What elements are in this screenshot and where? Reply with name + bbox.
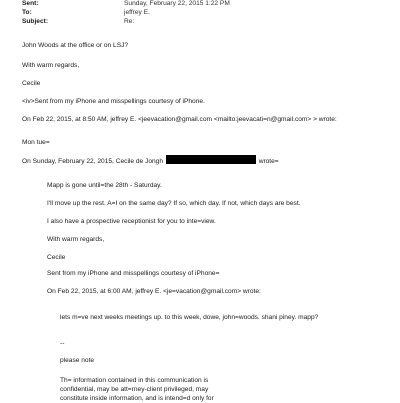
quote-line-9: --	[60, 340, 65, 347]
body-line-7-prefix: On Sunday, February 22, 2015, Cecile de Jongh	[22, 158, 163, 165]
to-value: jeffrey E.	[124, 9, 150, 16]
sent-label: Sent:	[22, 0, 39, 7]
quote-line-12: confidential, may be att=rney-client privileged, may	[60, 386, 209, 393]
please-note: please note	[60, 357, 95, 364]
sent-row	[22, 0, 230, 8]
quote-line-13: constitute inside information, and is intend=d only for	[60, 395, 214, 402]
body-line-2: With warm regards,	[22, 62, 80, 69]
quote-line-6: Sent from my iPhone and misspellings courtesy of iPhone=	[47, 270, 220, 277]
quote-line-4: With warm regards,	[47, 236, 105, 243]
redaction-bar	[166, 155, 256, 164]
body-line-7	[22, 155, 279, 166]
quote-line-10	[60, 357, 94, 365]
quote-line-11: Th= information contained in this communication is	[60, 377, 209, 384]
quote-line-7: On Feb 22, 2015, at 6:00 AM, jeffrey E. <je=vacation@gmail.com> wrote:	[47, 288, 261, 295]
subject-value: Re:	[124, 18, 135, 25]
quote-line-1: Mapp is gone until=the 28th - Saturday.	[47, 182, 162, 189]
body-line-5: On Feb 22, 2015, at 8:50 AM, jeffrey E. <jeevacation@gmail.com <mailto:jeevacati=n@gmail.com> > wrote:	[22, 116, 337, 123]
body-line-6: Mon tue=	[22, 139, 50, 146]
sent-value: Sunday, February 22, 2015 1:22 PM	[124, 0, 230, 7]
subject-row	[22, 18, 134, 26]
body-line-7-suffix: wrote=	[258, 158, 279, 165]
quote-line-3: I also have a prospective receptionist for you to inte=view.	[47, 218, 216, 225]
to-row	[22, 9, 150, 17]
quote-line-8: lets m=ve next weeks meetings up. to this week, dowe, john=woods. shani piney. mapp?	[60, 314, 319, 321]
to-label: To:	[22, 9, 32, 16]
quote-line-2: I'll move up the rest. A=I on the same day? If so, which day. If not, which days are best.	[47, 200, 301, 207]
subject-label: Subject:	[22, 18, 49, 25]
quote-line-5: Cecile	[47, 254, 66, 261]
body-line-4: <iv>Sent from my iPhone and misspellings courtesy of iPhone.	[22, 98, 205, 105]
body-line-3: Cecile	[22, 80, 41, 87]
body-line-1: John Woods at the office or on LSJ?	[22, 42, 129, 49]
